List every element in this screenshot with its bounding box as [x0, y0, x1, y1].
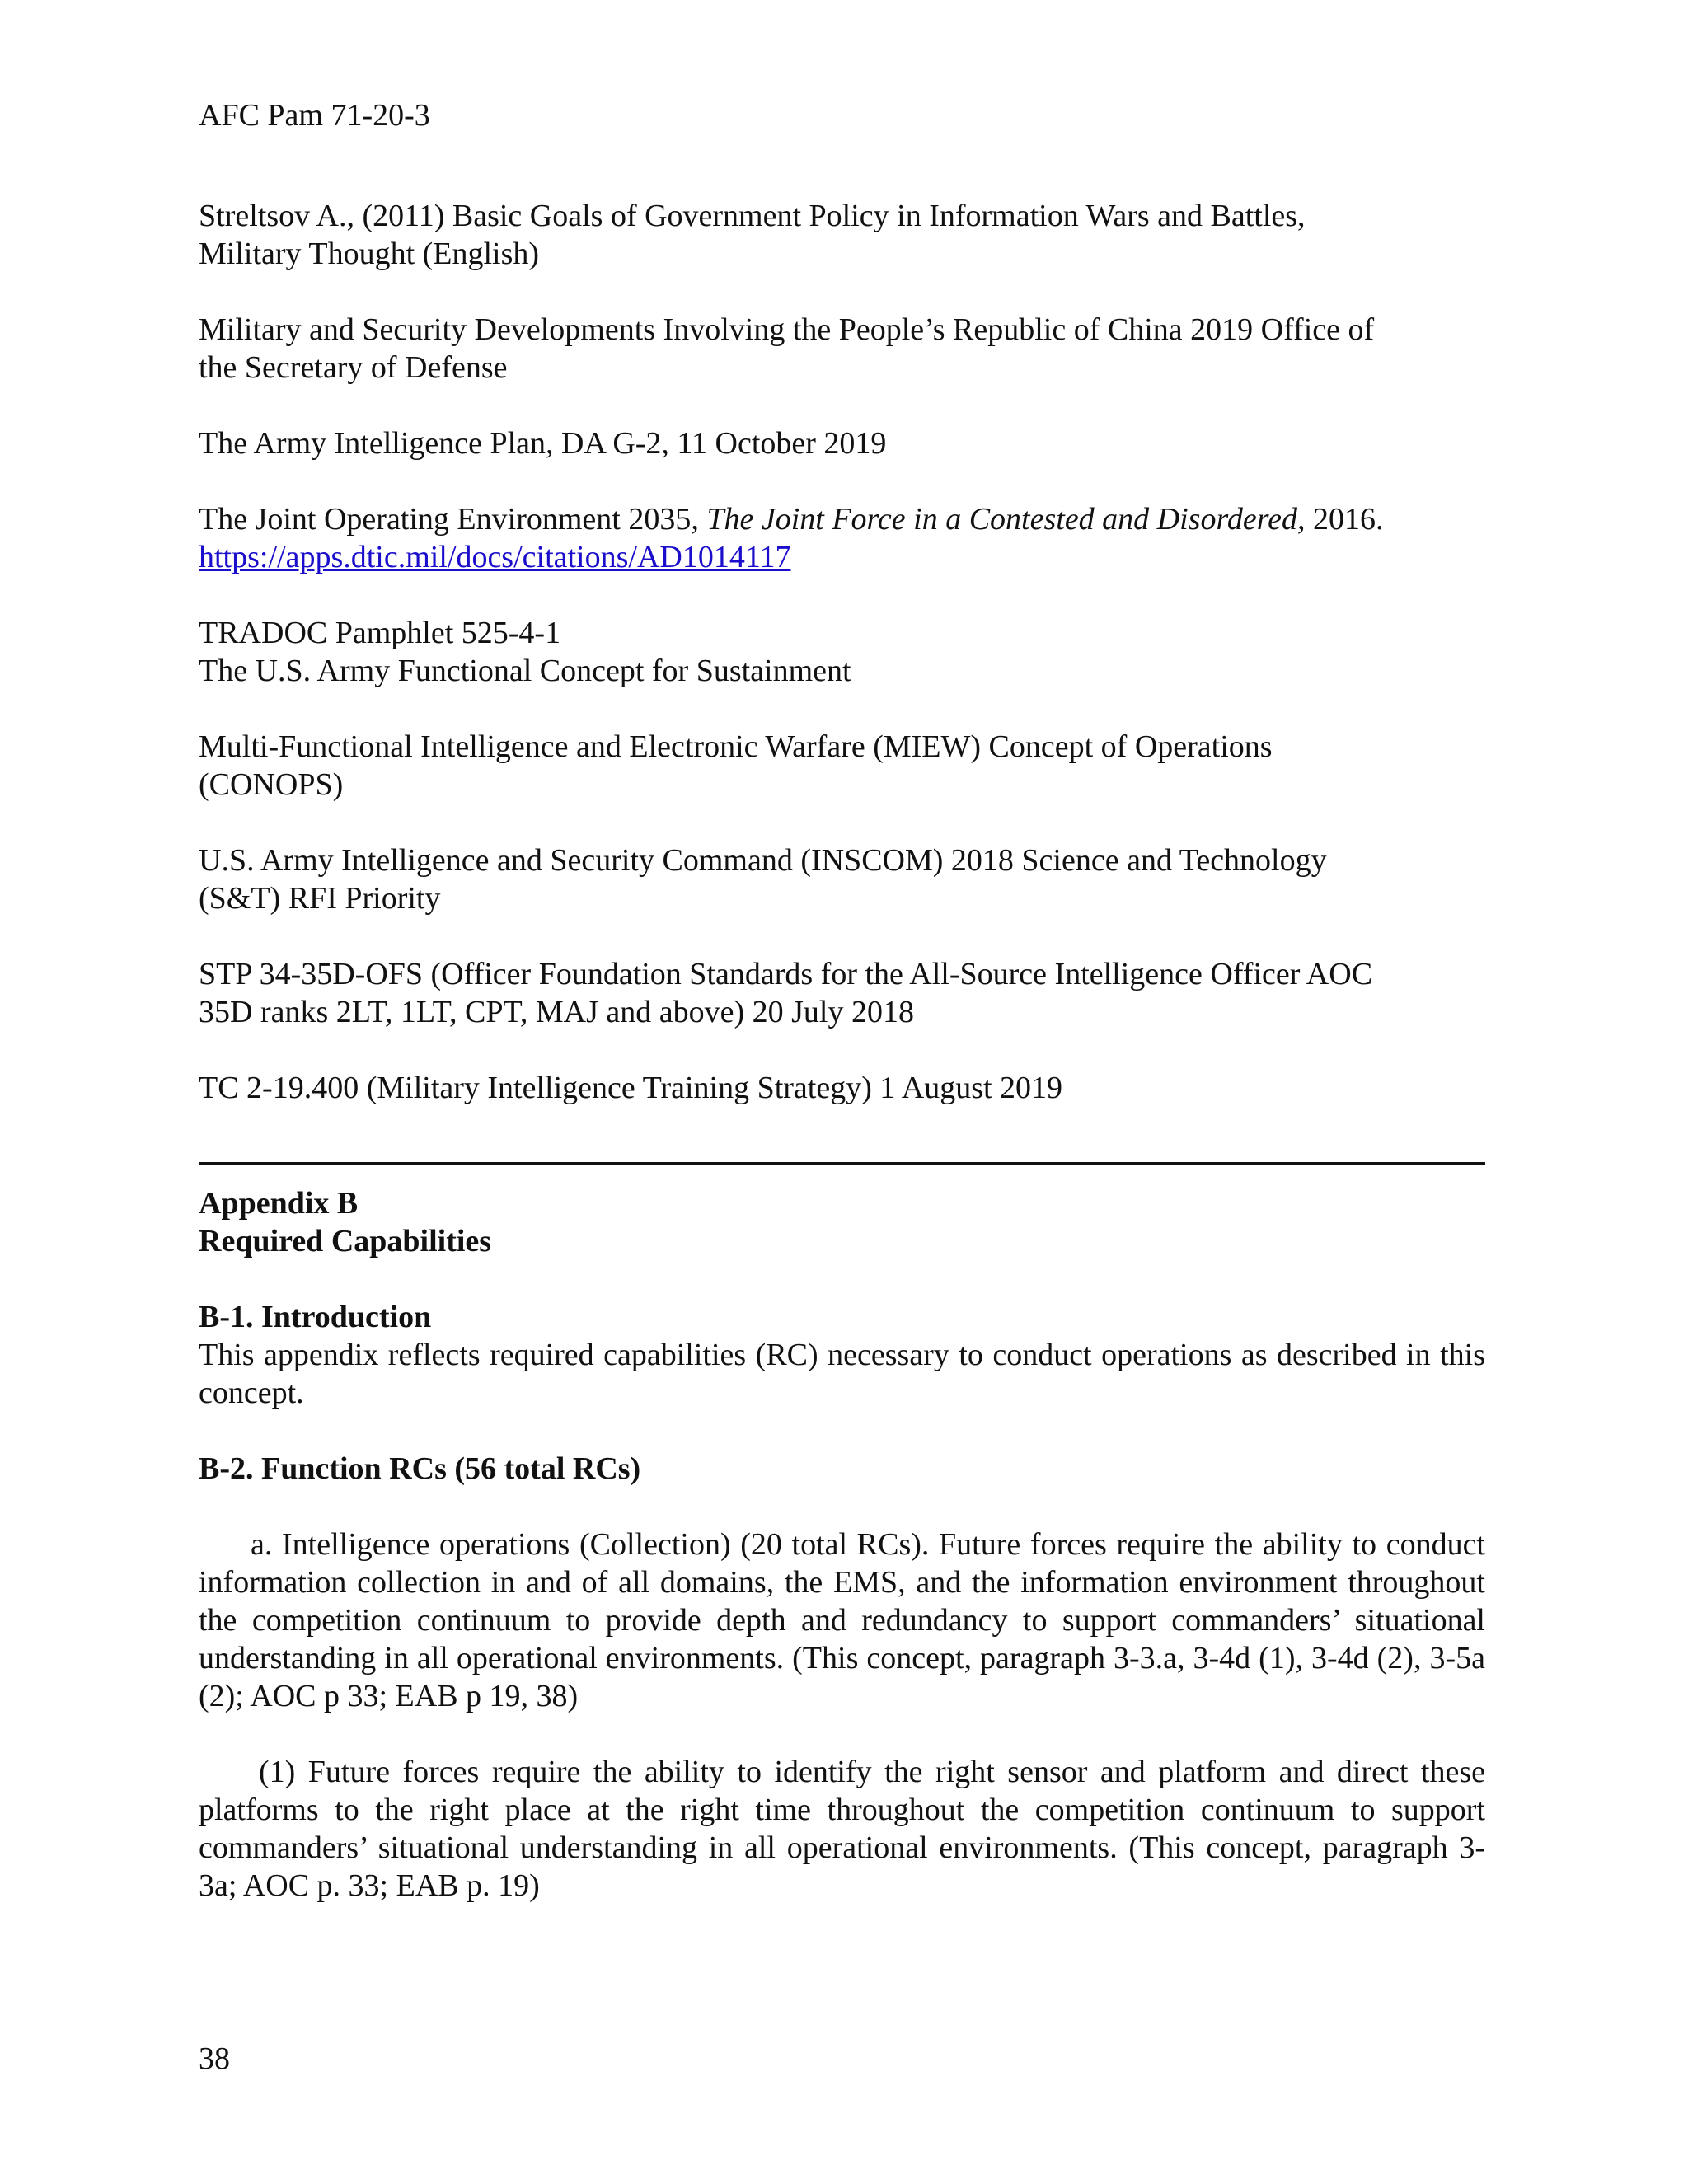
reference-item — [199, 955, 1484, 1031]
section-divider — [199, 1162, 1485, 1165]
reference-item — [199, 728, 1484, 804]
reference-line: TRADOC Pamphlet 525-4-1 — [199, 616, 561, 650]
reference-list — [199, 197, 1484, 1145]
reference-line: STP 34-35D-OFS (Officer Foundation Standards for the All-Source Intelligence Officer AOC — [199, 957, 1373, 991]
reference-line: Military and Security Developments Involving the People’s Republic of China 2019 Office of — [199, 312, 1375, 347]
reference-item — [199, 197, 1484, 273]
introduction-text: This appendix reflects required capabilities (RC) necessary to conduct operations as described in this concept. — [199, 1338, 1485, 1410]
reference-line: the Secretary of Defense — [199, 350, 508, 385]
reference-item — [199, 311, 1484, 387]
reference-link[interactable]: https://apps.dtic.mil/docs/citations/AD1014117 — [199, 540, 791, 574]
introduction-section — [199, 1298, 1485, 1412]
reference-text: 2016. — [1305, 502, 1384, 537]
reference-line: Multi-Functional Intelligence and Electronic Warfare (MIEW) Concept of Operations — [199, 729, 1273, 764]
reference-item — [199, 1069, 1484, 1107]
reference-line: (S&T) RFI Priority — [199, 881, 441, 916]
reference-italic-title: The Joint Force in a Contested and Disordered, — [706, 502, 1306, 537]
reference-line: 35D ranks 2LT, 1LT, CPT, MAJ and above) 20 July 2018 — [199, 995, 914, 1029]
reference-item — [199, 614, 1484, 690]
reference-line: TC 2-19.400 (Military Intelligence Training Strategy) 1 August 2019 — [199, 1071, 1063, 1105]
document-header: AFC Pam 71-20-3 — [199, 98, 430, 133]
section-heading: B-1. Introduction — [199, 1300, 432, 1334]
reference-line: The Army Intelligence Plan, DA G-2, 11 October 2019 — [199, 426, 887, 461]
paragraph-1 — [199, 1753, 1485, 1905]
reference-line: Military Thought (English) — [199, 237, 540, 271]
reference-line: (CONOPS) — [199, 767, 344, 802]
reference-item — [199, 424, 1484, 462]
reference-text: The Joint Operating Environment 2035, — [199, 502, 707, 537]
paragraph-text: a. Intelligence operations (Collection) (20 total RCs). Future forces require the ability to conduct information collection in and of all domains, the EMS, and the information environment throughout the competition continuum to provide depth and redundancy to support commanders’ situational understanding in all operational environments. (This concept, paragraph 3-3.a, 3-4d (1), 3-4d (2), 3-5a (2); AOC p 33; EAB p 19, 38) — [199, 1527, 1485, 1713]
paragraph-text: (1) Future forces require the ability to identify the right sensor and platform and direct these platforms to the right place at the right time throughout the competition continuum to support commanders’ situational understanding in all operational environments. (This concept, paragraph 3-3a; AOC p. 33; EAB p. 19) — [199, 1755, 1485, 1903]
appendix-title: Appendix B — [199, 1186, 359, 1221]
appendix-section — [199, 1184, 1485, 1905]
function-rcs-section — [199, 1450, 1485, 1488]
reference-line: U.S. Army Intelligence and Security Command (INSCOM) 2018 Science and Technology — [199, 843, 1327, 878]
reference-item — [199, 500, 1484, 576]
paragraph-a — [199, 1526, 1485, 1715]
reference-line: Streltsov A., (2011) Basic Goals of Government Policy in Information Wars and Battles, — [199, 199, 1306, 233]
appendix-subtitle: Required Capabilities — [199, 1224, 492, 1258]
page-number: 38 — [199, 2041, 230, 2076]
reference-item — [199, 841, 1484, 917]
section-heading: B-2. Function RCs (56 total RCs) — [199, 1451, 641, 1486]
reference-line: The U.S. Army Functional Concept for Sustainment — [199, 654, 851, 688]
